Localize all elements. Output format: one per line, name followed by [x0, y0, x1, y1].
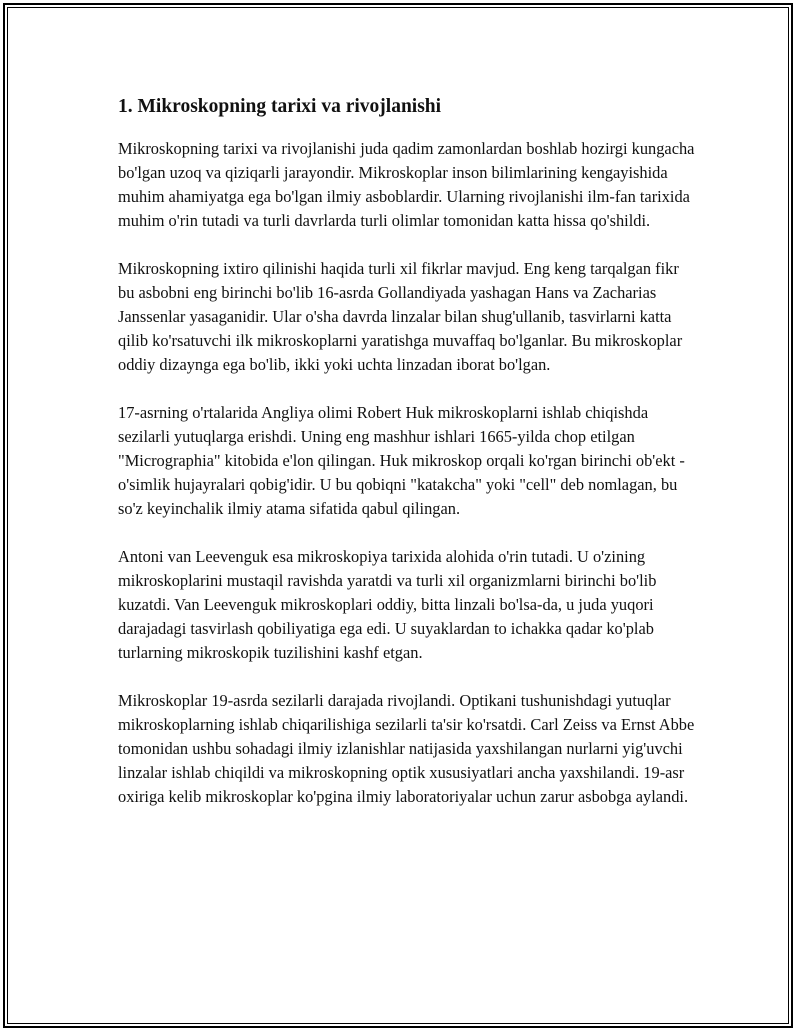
paragraph-2: Mikroskopning ixtiro qilinishi haqida turli xil fikrlar mavjud. Eng keng tarqalgan fikr bu asbobni eng birinchi bo'lib 16-asrda Gollandiyada yashagan Hans va Zacharias Janssenlar yasaganidir. Ular o'sha davrda linzalar bilan shug'ullanib, tasvirlarni katta qilib ko'rsatuvchi ilk mikroskoplarni yaratishga muvaffaq bo'lganlar. Bu mikroskoplar oddiy dizaynga ega bo'lib, ikki yoki uchta linzadan iborat bo'lgan.	[118, 259, 683, 374]
paragraph-3: 17-asrning o'rtalarida Angliya olimi Robert Huk mikroskoplarni ishlab chiqishda sezilarli yutuqlarga erishdi. Uning eng mashhur ishlari 1665-yilda chop etilgan "Micrographia" kitobida e'lon qilingan. Huk mikroskop orqali ko'rgan birinchi ob'ekt - o'simlik hujayralari qobig'idir. U bu qobiqni "katakcha" yoki "cell" deb nomlagan, bu so'z keyinchalik ilmiy atama sifatida qabul qilingan.	[118, 403, 685, 518]
paragraph-4: Antoni van Leevenguk esa mikroskopiya tarixida alohida o'rin tutadi. U o'zining mikroskoplarini mustaqil ravishda yaratdi va turli xil organizmlarni birinchi bo'lib kuzatdi. Van Leevenguk mikroskoplari oddiy, bitta linzali bo'lsa-da, u juda yuqori darajadagi tasvirlash qobiliyatiga ega edi. U suyaklardan to ichakka qadar ko'plab turlarning mikroskopik tuzilishini kashf etgan.	[118, 547, 657, 662]
document-body	[118, 93, 698, 833]
section-heading: 1. Mikroskopning tarixi va rivojlanishi	[118, 96, 442, 117]
paragraph-5: Mikroskoplar 19-asrda sezilarli darajada rivojlandi. Optikani tushunishdagi yutuqlar mikroskoplarning ishlab chiqarilishiga sezilarli ta'sir ko'rsatdi. Carl Zeiss va Ernst Abbe tomonidan ushbu sohadagi ilmiy izlanishlar natijasida yaxshilangan nurlarni yig'uvchi linzalar ishlab chiqildi va mikroskopning optik xususiyatlari ancha yaxshilandi. 19-asr oxiriga kelib mikroskoplar ko'pgina ilmiy laboratoriyalar uchun zarur asbobga aylandi.	[118, 691, 695, 806]
paragraph-1: Mikroskopning tarixi va rivojlanishi juda qadim zamonlardan boshlab hozirgi kungacha bo'lgan uzoq va qiziqarli jarayondir. Mikroskoplar inson bilimlarining kengayishida muhim ahamiyatga ega bo'lgan ilmiy asboblardir. Ularning rivojlanishi ilm-fan tarixida muhim o'rin tutadi va turli davrlarda turli olimlar tomonidan katta hissa qo'shildi.	[118, 139, 695, 230]
